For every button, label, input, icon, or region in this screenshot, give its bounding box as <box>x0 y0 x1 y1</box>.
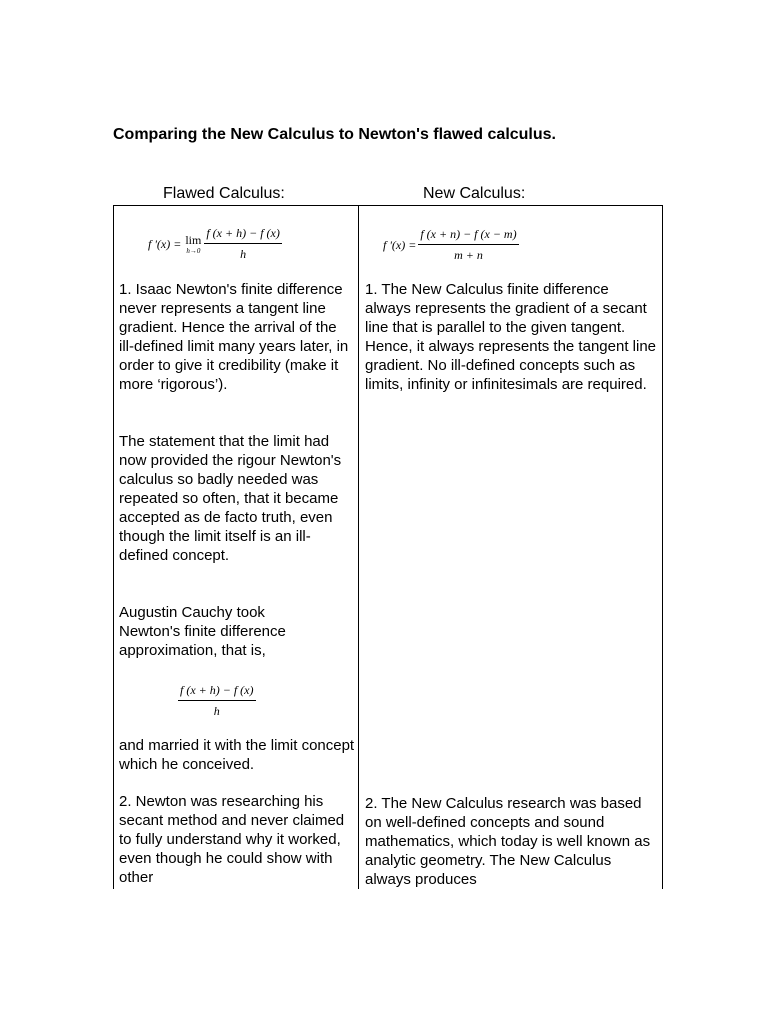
newton-derivative-formula <box>148 226 282 262</box>
formula-denominator: m + n <box>454 248 483 262</box>
new-paragraph-1: 1. The New Calculus finite difference always represents the gradient of a secant line that is parallel to the given tangent. Hence, it always represents the tangent line gradient. No ill-defined concepts such as limits, infinity or infinitesimals are required. <box>365 281 656 393</box>
formula-numerator: f (x + h) − f (x) <box>204 226 282 244</box>
limit-subscript: h→0 <box>186 247 201 255</box>
inline-fraction <box>178 683 256 719</box>
flawed-calculus-header: Flawed Calculus: <box>163 185 285 202</box>
document-title: Comparing the New Calculus to Newton's flawed calculus. <box>113 126 556 143</box>
flawed-paragraph-5: 2. Newton was researching his secant method and never claimed to fully understand why it worked, even though he could show with other <box>119 793 345 886</box>
new-calculus-header: New Calculus: <box>423 185 526 202</box>
comparison-table <box>113 205 663 889</box>
formula-lhs: f '(x) = <box>148 236 182 251</box>
formula-numerator: f (x + n) − f (x − m) <box>418 227 518 245</box>
formula-denominator: h <box>240 247 247 261</box>
formula-fraction <box>418 227 518 263</box>
new-calculus-column <box>359 206 662 889</box>
flawed-calculus-column <box>114 206 359 889</box>
new-paragraph-2: 2. The New Calculus research was based on well-defined concepts and sound mathematics, which today is well known as analytic geometry. The New Calculus always produces <box>365 795 651 888</box>
new-calculus-formula <box>383 227 519 263</box>
limit-operator <box>185 233 201 255</box>
limit-label: lim <box>185 233 202 247</box>
flawed-paragraph-4: and married it with the limit concept which he conceived. <box>119 737 355 773</box>
cauchy-difference-formula <box>176 683 256 719</box>
flawed-paragraph-2: The statement that the limit had now provided the rigour Newton's calculus so badly needed was repeated so often, that it became accepted as de facto truth, even though the limit itself is an ill-defined concept. <box>119 433 342 564</box>
inline-numerator: f (x + h) − f (x) <box>178 683 256 701</box>
flawed-paragraph-3: Augustin Cauchy took Newton's finite difference approximation, that is, <box>119 604 286 659</box>
inline-denominator: h <box>213 704 220 718</box>
formula-lhs: f '(x) = <box>383 237 417 252</box>
formula-fraction <box>204 226 282 262</box>
flawed-paragraph-1: 1. Isaac Newton's finite difference never represents a tangent line gradient. Hence the arrival of the ill-defined limit many years later, in order to give it credibility (make it more ‘rigorous’). <box>119 281 349 393</box>
